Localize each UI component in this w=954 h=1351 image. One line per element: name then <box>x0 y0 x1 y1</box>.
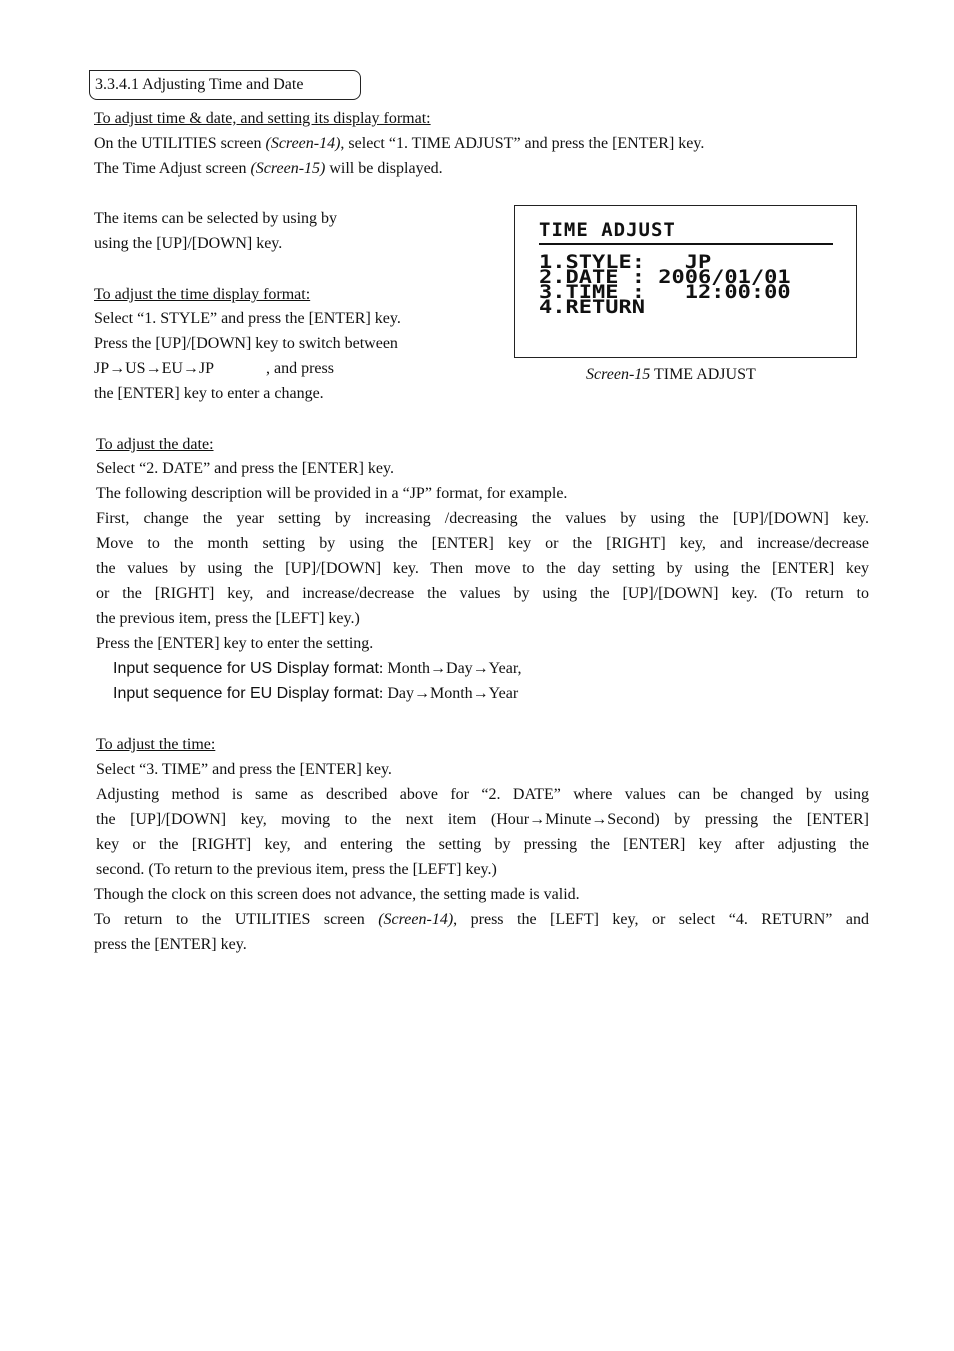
intro-line-1-ref: (Screen-14) <box>265 135 341 152</box>
intro-line-2-b: will be displayed. <box>325 160 443 177</box>
date-paragraph-line-1: First, change the year setting by increasing /decreasing the values by using the [UP]/[DOWN] key. <box>96 510 869 527</box>
lcd-line-return: 4.RETURN <box>539 296 645 318</box>
lcd-title: TIME ADJUST <box>539 219 676 241</box>
select-items-line-1: The items can be selected by using by <box>94 210 338 227</box>
lcd-caption <box>586 362 756 387</box>
lcd-caption-text: TIME ADJUST <box>650 366 756 383</box>
time-paragraph-line-3: key or the [RIGHT] key, and entering the setting by pressing the [ENTER] key after adjusting the <box>96 836 869 853</box>
return-line-2: press the [ENTER] key. <box>94 936 247 953</box>
us-sequence-value: : Month→Day→Year, <box>378 660 522 677</box>
time-line-2: Though the clock on this screen does not advance, the setting made is valid. <box>94 886 580 903</box>
time-paragraph-line-4: second. (To return to the previous item, press the [LEFT] key.) <box>96 861 497 878</box>
return-line-1-b: , press the [LEFT] key, or select “4. RETURN” and <box>453 911 870 928</box>
time-line-1: Select “3. TIME” and press the [ENTER] key. <box>96 761 392 778</box>
date-paragraph-line-2: Move to the month setting by using the [ENTER] key or the [RIGHT] key, and increase/decrease <box>96 535 869 552</box>
eu-sequence-value: : Day→Month→Year <box>378 685 519 702</box>
date-paragraph-line-4: or the [RIGHT] key, and increase/decrease the values by using the [UP]/[DOWN] key. (To return to <box>96 585 869 602</box>
eu-sequence-label: Input sequence for EU Display format <box>113 685 379 702</box>
section-title: 3.3.4.1 Adjusting Time and Date <box>95 76 304 93</box>
date-line-2: The following description will be provided in a “JP” format, for example. <box>96 485 568 502</box>
us-sequence-label: Input sequence for US Display format <box>113 660 379 677</box>
lcd-line-time: 3.TIME : 12:00:00 <box>539 281 791 303</box>
time-paragraph-line-1: Adjusting method is same as described above for “2. DATE” where values can be changed by using <box>96 786 869 803</box>
date-line-1: Select “2. DATE” and press the [ENTER] key. <box>96 460 394 477</box>
time-format-line-4: the [ENTER] key to enter a change. <box>94 385 324 402</box>
intro-line-2-ref: (Screen-15) <box>250 160 326 177</box>
time-heading: To adjust the time: <box>96 736 216 753</box>
date-heading: To adjust the date: <box>96 436 214 453</box>
date-paragraph-line-3: the values by using the [UP]/[DOWN] key. Then move to the day setting by using the [ENTER] key <box>96 560 869 577</box>
intro-line-2-a: The Time Adjust screen <box>94 160 251 177</box>
lcd-caption-ref: Screen-15 <box>586 366 651 383</box>
return-line-1-a: To return to the UTILITIES screen <box>94 911 379 928</box>
lcd-line-date: 2.DATE : 2006/01/01 <box>539 266 791 288</box>
lcd-divider <box>539 243 833 245</box>
time-format-heading: To adjust the time display format: <box>94 286 311 303</box>
return-line-1-ref: (Screen-14) <box>378 911 454 928</box>
date-paragraph-line-5: the previous item, press the [LEFT] key.) <box>96 610 360 627</box>
return-line-1 <box>94 907 869 932</box>
lcd-line-style: 1.STYLE: JP <box>539 251 712 273</box>
time-format-line-3a: JP→US→EU→JP <box>94 360 215 377</box>
date-line-3: Press the [ENTER] key to enter the setting. <box>96 635 374 652</box>
intro-heading: To adjust time & date, and setting its display format: <box>94 110 431 127</box>
intro-line-2 <box>94 156 443 181</box>
time-paragraph-line-2: the [UP]/[DOWN] key, moving to the next item (Hour→Minute→Second) by pressing the [ENTER] <box>96 811 869 828</box>
intro-line-1-a: On the UTILITIES screen <box>94 135 266 152</box>
eu-sequence <box>113 681 518 706</box>
us-sequence <box>113 656 522 681</box>
time-adjust-lcd-screen <box>514 205 857 358</box>
section-title-box <box>89 70 361 100</box>
select-items-line-2: using the [UP]/[DOWN] key. <box>94 235 283 252</box>
intro-line-1 <box>94 131 704 156</box>
time-format-line-1: Select “1. STYLE” and press the [ENTER] key. <box>94 310 401 327</box>
time-format-line-2: Press the [UP]/[DOWN] key to switch between <box>94 335 398 352</box>
intro-line-1-b: , select “1. TIME ADJUST” and press the [ENTER] key. <box>340 135 705 152</box>
time-format-line-3b: , and press <box>266 360 334 377</box>
